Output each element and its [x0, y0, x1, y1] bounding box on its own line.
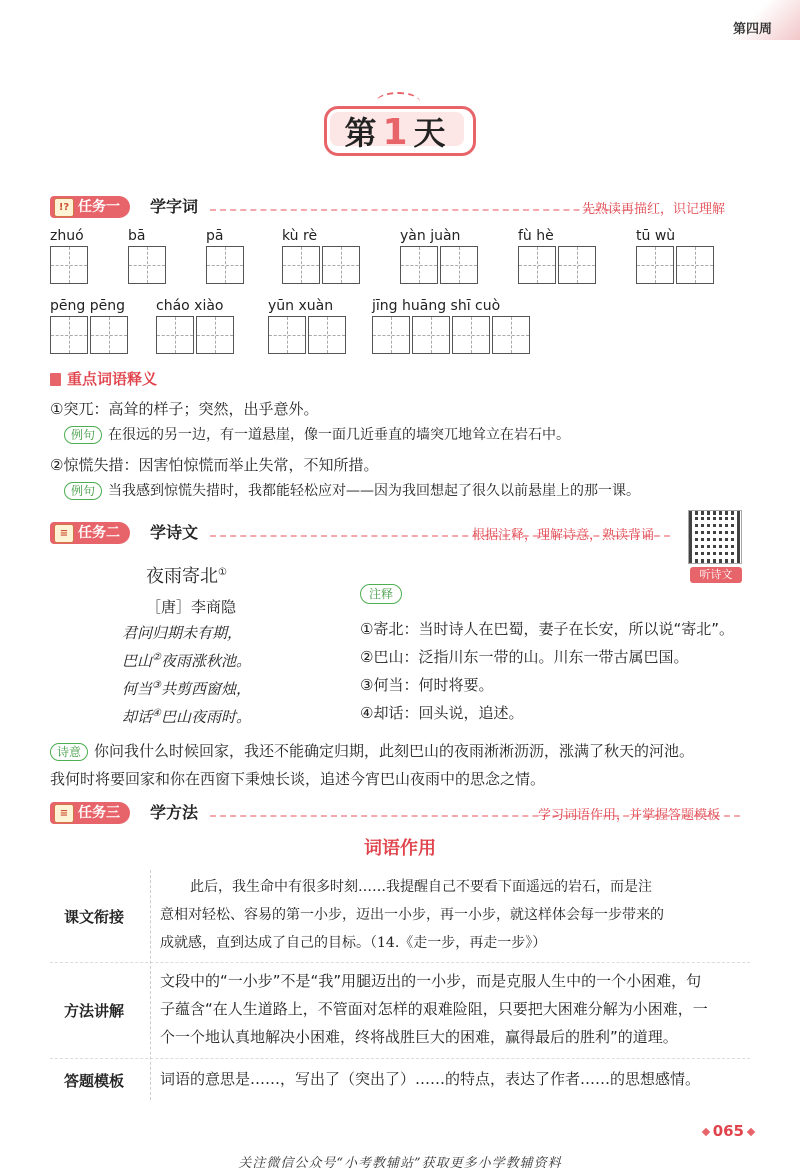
row-method-line-3: 个一个地认真地解决小困难，终将战胜巨大的困难，赢得最后的胜利”的道理。: [160, 1028, 678, 1046]
writing-grid-box[interactable]: [440, 246, 478, 284]
note-1: ①寄北：当时诗人在巴蜀，妻子在长安，所以说“寄北”。: [360, 620, 734, 638]
writing-grid-box[interactable]: [90, 316, 128, 354]
footer-note: 关注微信公众号“小考教辅站”获取更多小学教辅资料: [238, 1156, 562, 1171]
poem-line-3: [122, 678, 251, 699]
pinyin-label: fù hè: [518, 228, 554, 244]
poem-line-pre: 何当: [122, 680, 153, 698]
vocab-example-2: [64, 480, 640, 500]
book-icon: [50, 373, 61, 386]
row-template-line-1: 词语的意思是……，写出了（突出了）……的特点，表达了作者……的思想感情。: [160, 1070, 701, 1088]
page-number-text: 065: [712, 1122, 744, 1140]
pinyin-label: jīng huāng shī cuò: [372, 298, 501, 314]
pinyin-label: kù rè: [282, 228, 318, 244]
writing-grid-box[interactable]: [308, 316, 346, 354]
week-label: 第四周: [732, 22, 772, 37]
poem-line-text: 巴山夜雨时。: [160, 708, 251, 726]
poem-author: ［唐］李商隐: [146, 598, 237, 616]
writing-grid-box[interactable]: [50, 316, 88, 354]
pinyin-label: bā: [128, 228, 146, 244]
row-link-line-1: 此后，我生命中有很多时刻……我提醒自己不要看下面遥远的岩石，而是注: [190, 879, 652, 895]
poem-line-text: 夜雨涨秋池。: [160, 652, 251, 670]
day-title-text: [318, 108, 478, 154]
poem-line-text: 共剪西窗烛，: [160, 680, 251, 698]
column-divider: [150, 870, 151, 1100]
writing-grid-box[interactable]: [196, 316, 234, 354]
diamond-icon: [747, 1127, 755, 1135]
poem-line-pre: 巴山: [122, 652, 153, 670]
notes-tag: 注释: [360, 584, 402, 604]
task2-header: [50, 522, 750, 544]
method-title: 词语作用: [364, 838, 436, 859]
poem-line-1: [122, 622, 242, 643]
task2-tag: [50, 522, 130, 544]
row-divider-1: [50, 962, 750, 963]
pinyin-label: zhuó: [50, 228, 84, 244]
qr-pattern: [693, 515, 737, 559]
poem-title: [146, 562, 227, 588]
poem-line-4: [122, 706, 251, 727]
meaning-text: 你问我什么时候回家，我还不能确定归期，此刻巴山的夜雨淅淅沥沥，涨满了秋天的河池。: [94, 742, 695, 760]
day-number: 1: [382, 112, 414, 153]
poem-line-text: 君问归期未有期，: [122, 624, 243, 642]
task1-tag-label: 任务一: [78, 199, 120, 215]
task1-header: [50, 196, 750, 218]
note-2: ②巴山：泛指川东一带的山。川东一带古属巴国。: [360, 648, 689, 666]
pinyin-label: tū wù: [636, 228, 676, 244]
row-link-line-3: 成就感，直到达成了自己的目标。（14.《走一步，再走一步》）: [160, 935, 547, 951]
list-icon: ≡: [54, 804, 74, 823]
writing-grid-box[interactable]: [636, 246, 674, 284]
row-label-template: 答题模板: [64, 1072, 125, 1090]
question-icon: !?: [54, 198, 74, 217]
note-4: ④却话：回头说，追述。: [360, 704, 524, 722]
writing-grid-box[interactable]: [492, 316, 530, 354]
task2-name: 学诗文: [150, 523, 199, 542]
writing-grid-box[interactable]: [676, 246, 714, 284]
note-3: ③何当：何时将要。: [360, 676, 494, 694]
writing-grid-box[interactable]: [50, 246, 88, 284]
writing-grid-box[interactable]: [268, 316, 306, 354]
example-tag: 例句: [64, 426, 102, 444]
pinyin-label: yūn xuàn: [268, 298, 334, 314]
poem-meaning-line-1: [50, 740, 694, 761]
writing-grid-box[interactable]: [282, 246, 320, 284]
row-label-method: 方法讲解: [64, 1002, 125, 1020]
writing-grid-box[interactable]: [452, 316, 490, 354]
poem-line-pre: 却话: [122, 708, 153, 726]
task1-name: 学字词: [150, 197, 199, 216]
poem-line-sup: ④: [152, 708, 161, 719]
day-suffix: 天: [413, 114, 452, 152]
example-text: 当我感到惊慌失措时，我都能轻松应对——因为我回想起了很久以前悬崖上的那一课。: [108, 483, 641, 499]
row-link-line-2: 意相对轻松、容易的第一小步，迈出一小步，再一小步，就这样体会每一步带来的: [160, 907, 664, 923]
poem-line-2: [122, 650, 251, 671]
writing-grid-box[interactable]: [322, 246, 360, 284]
row-divider-2: [50, 1058, 750, 1059]
row-method-line-1: 文段中的“一小步”不是“我”用腿迈出的一小步，而是克服人生中的一个小困难，句: [160, 972, 702, 990]
task3-hint: 学习词语作用，并掌握答题模板: [538, 808, 721, 823]
writing-grid-box[interactable]: [372, 316, 410, 354]
listen-poem-label[interactable]: 听诗文: [690, 567, 742, 583]
vocab-title-text: 重点词语释义: [67, 370, 158, 388]
writing-grid-box[interactable]: [558, 246, 596, 284]
day-title: [318, 98, 478, 160]
page-number: [699, 1122, 758, 1140]
poem-line-sup: ③: [152, 680, 161, 691]
vocab-definition-1: ①突兀：高耸的样子；突然，出乎意外。: [50, 400, 319, 418]
row-label-link: 课文衔接: [64, 908, 125, 926]
meaning-tag: 诗意: [50, 743, 88, 761]
task1-divider: [210, 209, 630, 211]
vocab-title: [50, 368, 157, 389]
task3-tag: [50, 802, 130, 824]
row-method-line-2: 子蕴含“在人生道路上，不管面对怎样的艰难险阻，只要把大困难分解为小困难，一: [160, 1000, 708, 1018]
pinyin-label: pā: [206, 228, 224, 244]
poem-title-text: 夜雨寄北: [146, 566, 218, 587]
task3-header: [50, 802, 750, 824]
vocab-definition-2: ②惊慌失措：因害怕惊慌而举止失常，不知所措。: [50, 456, 379, 474]
qr-code[interactable]: [688, 510, 742, 564]
task1-hint: 先熟读再描红，识记理解: [582, 202, 726, 217]
writing-grid-box[interactable]: [518, 246, 556, 284]
task2-tag-label: 任务二: [78, 525, 120, 541]
task3-name: 学方法: [150, 803, 199, 822]
writing-grid-box[interactable]: [128, 246, 166, 284]
task1-tag: [50, 196, 130, 218]
writing-grid-box[interactable]: [412, 316, 450, 354]
pinyin-label: yàn juàn: [400, 228, 461, 244]
example-tag: 例句: [64, 482, 102, 500]
writing-grid-box[interactable]: [206, 246, 244, 284]
task2-hint: 根据注释，理解诗意，熟读背诵: [472, 528, 655, 543]
poem-title-sup: ①: [218, 567, 227, 578]
task3-tag-label: 任务三: [78, 805, 120, 821]
pinyin-label: pēng pēng: [50, 298, 125, 314]
example-text: 在很远的另一边，有一道悬崖，像一面几近垂直的墙突兀地耸立在岩石中。: [108, 427, 571, 443]
diamond-icon: [701, 1127, 709, 1135]
writing-grid-box[interactable]: [400, 246, 438, 284]
pinyin-label: cháo xiào: [156, 298, 224, 314]
writing-grid-box[interactable]: [156, 316, 194, 354]
list-icon: ≡: [54, 524, 74, 543]
vocab-example-1: [64, 424, 570, 444]
poem-meaning-line-2: 我何时将要回家和你在西窗下秉烛长谈，追述今宵巴山夜雨中的思念之情。: [50, 770, 546, 788]
day-prefix: 第: [344, 114, 383, 152]
poem-line-sup: ②: [152, 652, 161, 663]
